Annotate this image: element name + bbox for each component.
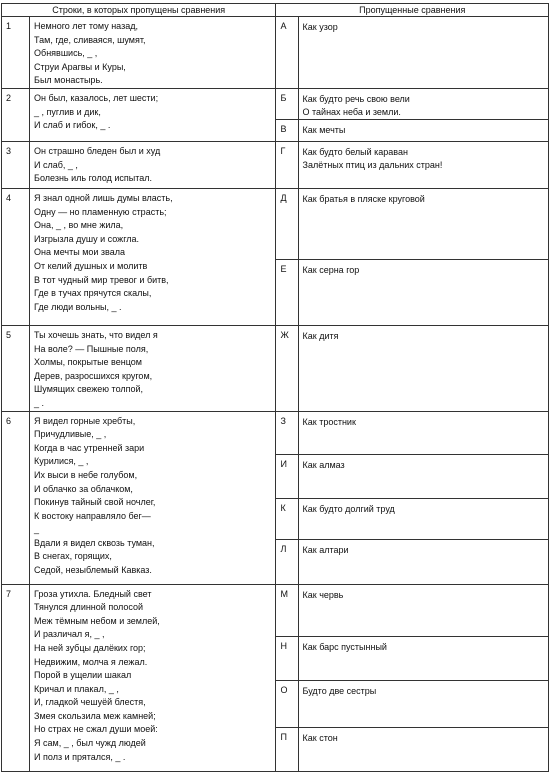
text-line: И различал я, _ , [34, 629, 105, 640]
text-line: Там, где, сливаяся, шумят, [34, 34, 146, 45]
answer-letter: К [276, 498, 298, 539]
answer-line: Как дитя [302, 330, 339, 341]
text-line: Дерев, разросшихся кругом, [34, 370, 153, 381]
answer-text [298, 411, 548, 454]
answer-line: Как серна гор [302, 264, 360, 275]
text-line: Недвижим, молча я лежал. [34, 656, 148, 667]
text-line: Но страх не сжал души моей: [34, 724, 158, 735]
answer-line: Как будто долгий труд [302, 503, 395, 514]
text-line: Я видел горные хребты, [34, 415, 136, 426]
answer-line: Залётных птиц из дальних стран! [302, 159, 443, 170]
text-line: Гроза утихла. Бледный свет [34, 588, 152, 599]
text-line: Струи Арагвы и Куры, [34, 61, 126, 72]
answer-letter: Б [276, 88, 298, 119]
answer-letter: Ж [276, 325, 298, 411]
text-line: Изгрызла душу и сожгла. [34, 233, 140, 244]
answer-text [298, 680, 548, 727]
row-number: 1 [2, 17, 30, 89]
answer-line: Как червь [302, 589, 344, 600]
answer-line: Как барс пустынный [302, 641, 387, 652]
row-lines [30, 584, 276, 771]
table-row [2, 141, 549, 188]
answer-line: Как алмаз [302, 459, 345, 470]
answer-line: Как алтари [302, 544, 349, 555]
text-line: И полз и прятался, _ . [34, 751, 126, 762]
answer-line: Как тростник [302, 416, 356, 427]
answer-letter: А [276, 17, 298, 89]
text-line: Он был, казалось, лет шести; [34, 92, 159, 103]
text-line: Шумящих свежею толпой, [34, 384, 144, 395]
text-line: На ней зубцы далёких гор; [34, 642, 146, 653]
answer-letter: И [276, 454, 298, 498]
answer-text [298, 88, 548, 119]
answer-line: Как стон [302, 732, 338, 743]
answer-letter: В [276, 119, 298, 141]
text-line: Где в тучах прячутся скалы, [34, 288, 152, 299]
answer-letter: Л [276, 539, 298, 584]
text-line: Болезнь иль голод испытал. [34, 173, 153, 184]
table-row [2, 17, 549, 89]
answer-letter: М [276, 584, 298, 636]
text-line: Она мечты мои звала [34, 247, 125, 258]
table-row [2, 188, 549, 259]
text-line: _ , пуглив и дик, [34, 106, 101, 117]
row-lines [30, 411, 276, 584]
text-line: Был монастырь. [34, 75, 103, 86]
text-line: От келий душных и молитв [34, 260, 148, 271]
comparisons-table [1, 3, 549, 772]
answer-text [298, 498, 548, 539]
answer-line: Как будто речь свою вели [302, 93, 410, 104]
row-number: 2 [2, 88, 30, 141]
text-line: Одну — но пламенную страсть; [34, 206, 167, 217]
text-line: Когда в час утренней зари [34, 442, 145, 453]
answer-line: Как узор [302, 22, 338, 32]
answer-line: Как братья в пляске круговой [302, 193, 425, 204]
answer-text [298, 141, 548, 188]
answer-letter: Е [276, 259, 298, 325]
text-line: И слаб и гибок, _ . [34, 120, 111, 131]
answer-letter: Н [276, 636, 298, 680]
answer-line: Как будто белый караван [302, 146, 408, 157]
answer-line: Будто две сестры [302, 685, 377, 696]
answer-letter: З [276, 411, 298, 454]
text-line: Вдали я видел сквозь туман, [34, 537, 155, 548]
text-line: Меж тёмным небом и землей, [34, 615, 160, 626]
text-line: И, гладкой чешуёй блестя, [34, 697, 146, 708]
text-line: _ . [34, 397, 45, 408]
table-row [2, 584, 549, 636]
answer-letter: П [276, 727, 298, 771]
text-line: Кричал и плакал, _ , [34, 683, 119, 694]
answer-line: Как мечты [302, 124, 346, 135]
table-row [2, 411, 549, 454]
answer-text [298, 584, 548, 636]
row-lines [30, 325, 276, 411]
text-line: Причудливые, _ , [34, 429, 107, 440]
table-row [2, 88, 549, 119]
answer-text [298, 188, 548, 259]
row-number: 3 [2, 141, 30, 188]
row-number: 7 [2, 584, 30, 771]
answer-text [298, 727, 548, 771]
row-lines [30, 17, 276, 89]
answer-text [298, 539, 548, 584]
row-number: 5 [2, 325, 30, 411]
header-answers-column: Пропущенные сравнения [276, 4, 549, 17]
answer-text [298, 454, 548, 498]
text-line: Я знал одной лишь думы власть, [34, 192, 173, 203]
text-line: Их выси в небе голубом, [34, 469, 138, 480]
text-line: К востоку направляло бег— [34, 510, 151, 521]
text-line: Где люди вольны, _ . [34, 301, 122, 312]
row-lines [30, 188, 276, 325]
header-lines-column: Строки, в которых пропущены сравнения [2, 4, 276, 17]
text-line: Порой в ущелии шакал [34, 670, 132, 681]
text-line: Немного лет тому назад, [34, 21, 138, 31]
text-line: Обнявшись, _ , [34, 48, 98, 59]
answer-text [298, 325, 548, 411]
text-line: Змея скользила меж камней; [34, 710, 156, 721]
text-line: Я сам, _ , был чужд людей [34, 738, 146, 749]
row-lines [30, 88, 276, 141]
table-row [2, 325, 549, 411]
text-line: _ [34, 524, 40, 535]
text-line: И облачко за облачком, [34, 483, 133, 494]
answer-line: О тайнах неба и земли. [302, 106, 401, 117]
row-lines [30, 141, 276, 188]
text-line: Тянулся длинной полосой [34, 602, 143, 613]
text-line: И слаб, _ , [34, 159, 78, 170]
answer-text [298, 636, 548, 680]
answer-letter: Г [276, 141, 298, 188]
answer-text [298, 259, 548, 325]
text-line: Седой, незыблемый Кавказ. [34, 565, 152, 576]
row-number: 6 [2, 411, 30, 584]
text-line: Он страшно бледен был и худ [34, 145, 161, 156]
text-line: Ты хочешь знать, что видел я [34, 329, 158, 340]
row-number: 4 [2, 188, 30, 325]
text-line: Холмы, покрытые венцом [34, 357, 142, 368]
text-line: В снегах, горящих, [34, 551, 112, 562]
answer-text [298, 17, 548, 89]
text-line: Покинув тайный свой ночлег, [34, 497, 156, 508]
text-line: Курилися, _ , [34, 456, 89, 467]
table-header-row [2, 4, 549, 17]
text-line: В тот чудный мир тревог и битв, [34, 274, 169, 285]
answer-letter: Д [276, 188, 298, 259]
text-line: Она, _ , во мне жила, [34, 220, 124, 231]
text-line: На воле? — Пышные поля, [34, 343, 149, 354]
answer-letter: О [276, 680, 298, 727]
answer-text [298, 119, 548, 141]
